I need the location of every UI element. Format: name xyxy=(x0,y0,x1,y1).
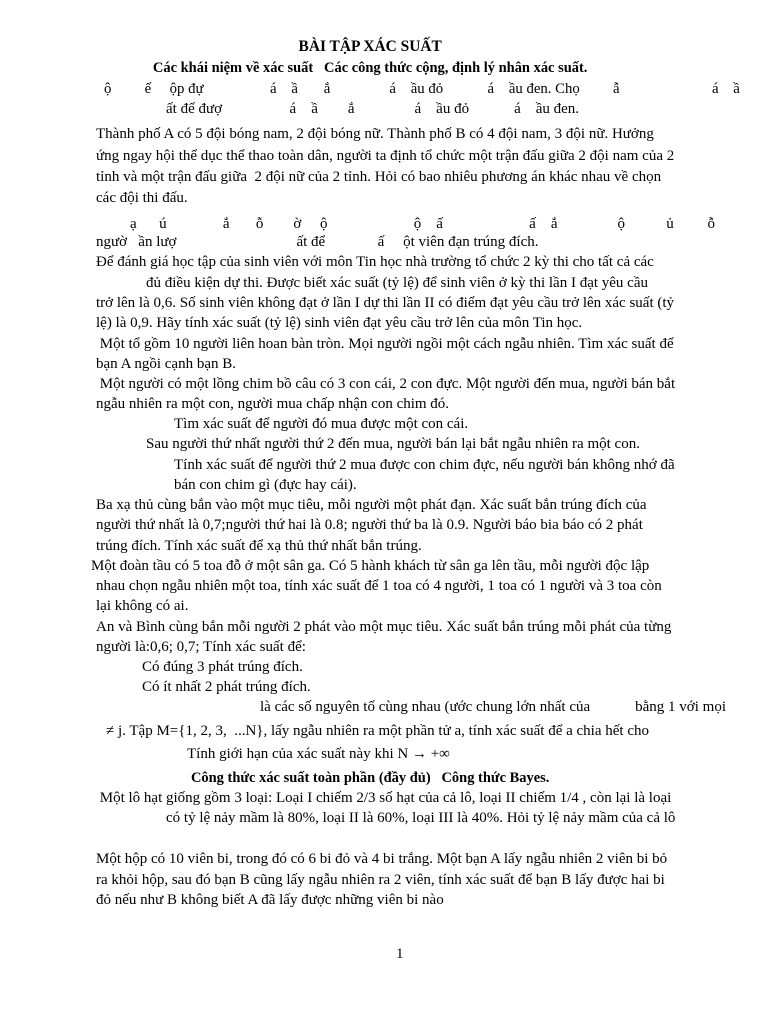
text-line: tỉnh và một trận đấu giữa 2 đội nữ của 2 tỉnh. Hỏi có bao nhiêu phương án khác nhau về chọn xyxy=(96,169,662,185)
text-line: An và Bình cùng bắn mỗi người 2 phát vào một mục tiêu. Xác suất bắn trúng mỗi phát của từng xyxy=(96,619,672,635)
text-line: ứng ngay hội thể dục thể thao toàn dân, người ta định tổ chức một trận đấu giữa 2 đội nam của 2 xyxy=(96,148,675,164)
text-line: là các số nguyên tố cùng nhau (ước chung lớn nhất của bằng 1 với mọi xyxy=(260,699,726,715)
text-line: trở lên là 0,6. Số sinh viên không đạt ở lần I dự thi lần II có điểm đạt yêu cầu trở lên xác suất (tỷ xyxy=(96,295,675,311)
page-number: 1 xyxy=(396,946,404,962)
text-line: Tính giới hạn của xác suất này khi N → +∞ xyxy=(187,746,450,762)
text-line: Có đúng 3 phát trúng đích. xyxy=(142,659,303,675)
page-title: BÀI TẬP XÁC SUẤT xyxy=(298,38,442,55)
text-line: có tỷ lệ nảy mầm là 80%, loại II là 60%, loại III là 40%. Hỏi tỷ lệ nảy mầm của cả lô xyxy=(166,810,676,826)
text-line: bán con chim gì (đực hay cái). xyxy=(174,477,357,493)
text-line: lại không có ai. xyxy=(96,598,189,614)
text-line: Ba xạ thủ cùng bắn vào một mục tiêu, mỗi người một phát đạn. Xác suất bắn trúng đích của xyxy=(96,497,647,513)
garbled-line: ộ ế ộp đự á ầ ắ á ầu đỏ á ầu đen. Chọ ẫ á ầ xyxy=(104,81,740,97)
garbled-line: ngườ ần lượ ất để ấ ột viên đạn trúng đích. xyxy=(96,234,539,250)
text-line: nhau chọn ngẫu nhiên một toa, tính xác suất để 1 toa có 4 người, 1 toa có 1 người và 3 toa còn xyxy=(96,578,662,594)
text-line: Một lô hạt giống gồm 3 loại: Loại I chiếm 2/3 số hạt của cả lô, loại II chiếm 1/4 , còn lại là loại xyxy=(96,790,672,806)
text-line: Một tổ gồm 10 người liên hoan bàn tròn. Mọi người ngồi một cách ngẫu nhiên. Tìm xác suất để xyxy=(96,336,674,352)
garbled-line: ất để đượ á ầ ắ á ầu đỏ á ầu đen. xyxy=(166,101,580,117)
text-line: bạn A ngồi cạnh bạn B. xyxy=(96,356,236,372)
text-line: người thứ nhất là 0,7;người thứ hai là 0.8; người thứ ba là 0.9. Người báo bia báo có 2 phát xyxy=(96,517,643,533)
text-line: đỏ nếu như B không biết A đã lấy được những viên bi nào xyxy=(96,892,444,908)
text-line: Một hộp có 10 viên bi, trong đó có 6 bi đỏ và 4 bi trắng. Một bạn A lấy ngẫu nhiên 2 viên bi bỏ xyxy=(96,851,668,867)
section-heading-bayes: Công thức xác suất toàn phần (đầy đủ) Công thức Bayes. xyxy=(190,770,550,786)
text-line: Để đánh giá học tập của sinh viên với môn Tin học nhà trường tổ chức 2 kỳ thi cho tất cả các xyxy=(96,254,654,270)
text-line: ≠ j. Tập M={1, 2, 3, ...N}, lấy ngẫu nhiên ra một phần tử a, tính xác suất để a chia hết cho xyxy=(106,723,649,739)
text-line: Tìm xác suất để người đó mua được một con cái. xyxy=(174,416,469,432)
text-line: Một người có một lồng chim bồ câu có 3 con cái, 2 con đực. Một người đến mua, người bán bắt xyxy=(96,376,676,392)
text-line: ra khỏi hộp, sau đó bạn B cũng lấy ngẫu nhiên ra 2 viên, tính xác suất để bạn B lấy được hai bi xyxy=(96,872,665,888)
section-heading-concepts: Các khái niệm về xác suất Các công thức cộng, định lý nhân xác suất. xyxy=(152,60,588,76)
text-line: lệ) là 0,9. Hãy tính xác suất (tỷ lệ) sinh viên đạt yêu cầu trở lên của môn Tin học. xyxy=(96,315,583,331)
text-line: đủ điều kiện dự thi. Được biết xác suất (tỷ lệ) để sinh viên ở kỳ thi lần I đạt yêu cầu xyxy=(146,275,648,291)
text-line: Có ít nhất 2 phát trúng đích. xyxy=(142,679,311,695)
text-line: ngẫu nhiên ra một con, người mua chấp nhận con chim đó. xyxy=(96,396,450,412)
text-line: Một đoàn tầu có 5 toa đỗ ở một sân ga. Có 5 hành khách từ sân ga lên tầu, mỗi người độc lập xyxy=(91,558,650,574)
text-line: Sau người thứ nhất người thứ 2 đến mua, người bán lại bắt ngẫu nhiên ra một con. xyxy=(146,436,640,452)
text-line: người là:0,6; 0,7; Tính xác suất để: xyxy=(96,639,306,655)
text-line: trúng đích. Tính xác suất để xạ thủ thứ nhất bắn trúng. xyxy=(96,538,422,554)
garbled-line: ạ ú ắ ỗ ờ ộ ộ ấ ấ ắ ộ ủ ỗ xyxy=(130,216,715,232)
text-line: Tính xác suất để người thứ 2 mua được con chim đực, nếu người bán không nhớ đã xyxy=(174,457,675,473)
text-line: các đội thi đấu. xyxy=(96,190,188,206)
text-line: Thành phố A có 5 đội bóng nam, 2 đội bóng nữ. Thành phố B có 4 đội nam, 3 đội nữ. Hưởng xyxy=(96,126,654,142)
